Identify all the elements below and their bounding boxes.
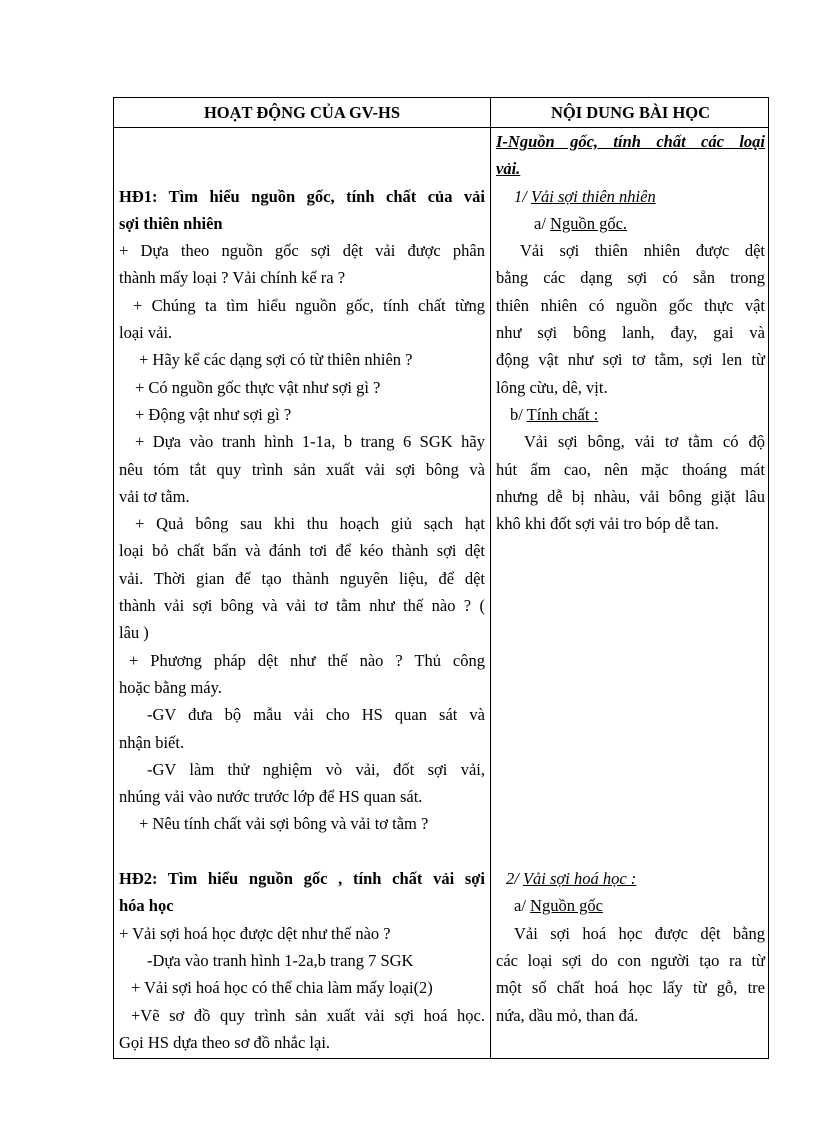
activity-line: -GV đưa bộ mẫu vải cho HS quan sát và [147,705,485,725]
activity-line: loại vải. [119,323,173,343]
activities-column [119,128,485,1056]
activity-line: -Dựa vào tranh hình 1-2a,b trang 7 SGK [147,950,414,970]
hd1-title: HĐ1: Tìm hiểu nguồn gốc, tính chất của vải [119,186,485,206]
content-line: như sợi bông lanh, đay, gai và [496,323,765,343]
hd1-title-cont: sợi thiên nhiên [119,213,223,233]
content-line: khô khi đốt sợi vải tro bóp dễ tan. [496,514,719,534]
content-line: các loại sợi do con người tạo ra từ [496,950,765,970]
subsection-chemical: 2/ Vải sợi hoá học : [506,869,637,889]
content-line: Vải sợi hoá học được dệt bằng [514,923,765,943]
hd2-title-cont: hóa học [119,896,174,916]
activity-line: +Vẽ sơ đồ quy trình sản xuất vải sợi hoá học. [131,1005,485,1025]
activity-line: -GV làm thử nghiệm vò vải, đốt sợi vải, [147,759,485,779]
heading-origin-2: a/ Nguồn gốc [514,896,603,916]
activity-line: nhúng vải vào nước trước lớp để HS quan sát. [119,787,423,807]
content-line: bằng các dạng sợi có sẵn trong [496,268,765,288]
lesson-table [113,97,769,1059]
content-line: hút ẩm cao, nên mặc thoáng mát [496,459,765,479]
activity-line: + Chúng ta tìm hiểu nguồn gốc, tính chất từng [133,295,485,315]
content-column [496,128,765,1029]
activity-line: + Phương pháp dệt như thế nào ? Thủ công [129,650,485,670]
activity-line: + Quả bông sau khi thu hoạch giủ sạch hạt [135,514,485,534]
activity-line: thành vải sợi bông và vải tơ tằm như thế nào ? ( [119,596,485,616]
activity-line: + Có nguồn gốc thực vật như sợi gì ? [135,377,381,397]
heading-origin: a/ Nguồn gốc. [534,213,628,233]
activity-line: + Vải sợi hoá học được dệt như thế nào ? [119,923,391,943]
activity-line: + Dựa vào tranh hình 1-1a, b trang 6 SGK hãy [135,432,485,452]
activity-line: thành mấy loại ? Vải chính kể ra ? [119,268,346,288]
activity-line: Gọi HS dựa theo sơ đồ nhắc lại. [119,1032,331,1052]
content-line: lông cừu, dê, vịt. [496,377,608,397]
content-line: nhưng dễ bị nhàu, vải bông giặt lâu [496,486,765,506]
section-title: I-Nguồn gốc, tính chất các loại [496,132,765,151]
activity-line: + Vải sợi hoá học có thể chia làm mấy loại(2) [131,978,433,998]
content-line: động vật như sợi tơ tằm, sợi len từ [496,350,765,370]
header-activities: HOẠT ĐỘNG CỦA GV-HS [203,103,401,122]
content-line: nứa, dầu mỏ, than đá. [496,1005,639,1025]
subsection-natural: 1/ Vải sợi thiên nhiên [514,186,656,206]
content-line: Vải sợi thiên nhiên được dệt [520,241,765,261]
activity-line: vải. Thời gian để tạo thành nguyên liệu, để dệt [119,568,485,588]
column-divider [490,98,491,1058]
content-line: Vải sợi bông, vải tơ tằm có độ [524,432,765,452]
activity-line: lâu ) [119,623,149,643]
hd2-title: HĐ2: Tìm hiểu nguồn gốc , tính chất vải sợi [119,869,485,889]
activity-line: hoặc bằng máy. [119,677,222,697]
header-content: NỘI DUNG BÀI HỌC [550,103,711,122]
activity-line: + Dựa theo nguồn gốc sợi dệt vải được phân [119,241,485,261]
heading-property: b/ Tính chất : [510,404,599,424]
activity-line: + Nêu tính chất vải sợi bông và vải tơ tằm ? [139,814,429,834]
content-line: thiên nhiên có nguồn gốc thực vật [496,295,765,315]
activity-line: + Động vật như sợi gì ? [135,404,292,424]
activity-line: nhận biết. [119,732,185,752]
content-line: một số chất hoá học lấy từ gỗ, tre [496,978,765,998]
activity-line: vải tơ tằm. [119,486,190,506]
section-title-cont: vải. [496,159,521,179]
activity-line: loại bỏ chất bẩn và đánh tơi để kéo thành sợi dệt [119,541,485,561]
activity-line: + Hãy kể các dạng sợi có từ thiên nhiên ? [139,350,413,370]
activity-line: nêu tóm tắt quy trình sản xuất vải sợi bông và [119,459,485,479]
